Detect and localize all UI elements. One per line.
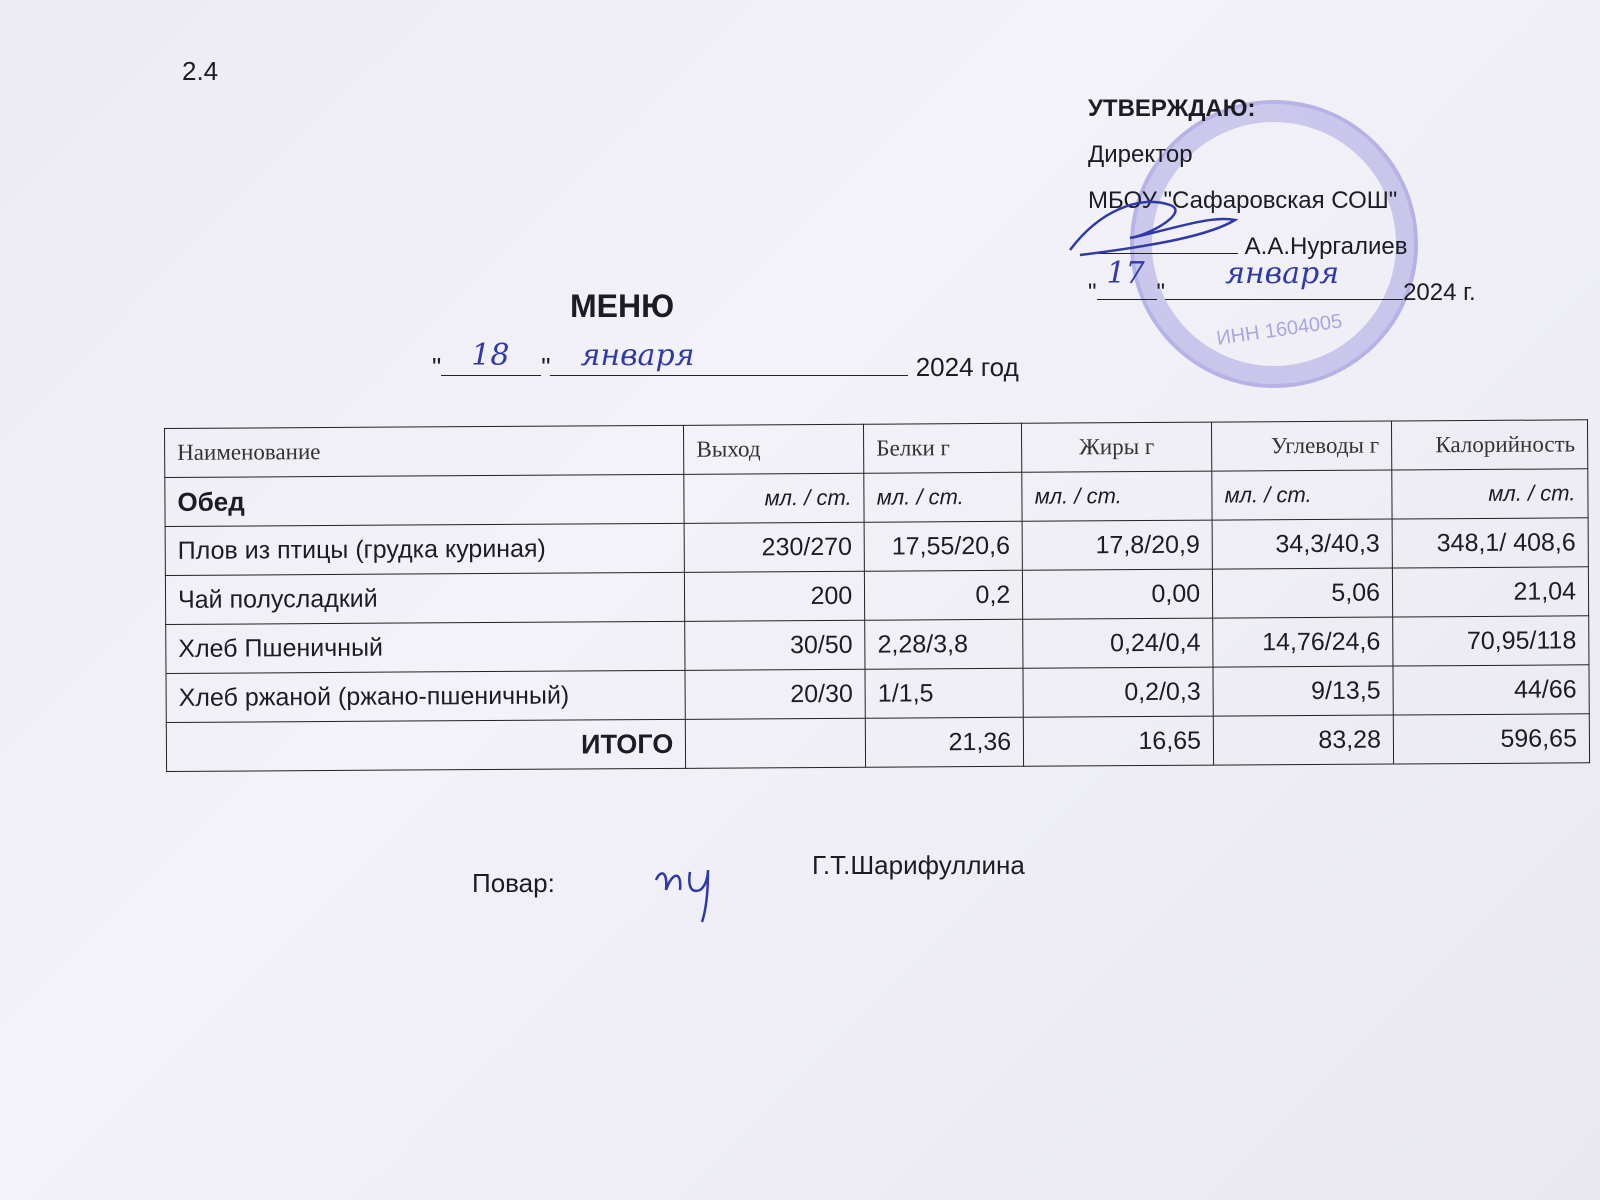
page-number: 2.4 bbox=[182, 56, 219, 86]
director-signature-icon bbox=[1060, 190, 1260, 280]
approval-year: 2024 г. bbox=[1403, 279, 1476, 306]
dish-name: Хлеб Пшеничный bbox=[166, 621, 686, 673]
dish-carbs: 9/13,5 bbox=[1213, 666, 1393, 716]
dish-protein: 0,2 bbox=[865, 570, 1023, 620]
total-protein: 21,36 bbox=[866, 717, 1024, 767]
table-row bbox=[165, 567, 1588, 625]
dish-kcal: 70,95/118 bbox=[1393, 616, 1589, 666]
header-name: Наименование bbox=[165, 425, 685, 477]
dish-protein: 17,55/20,6 bbox=[864, 521, 1022, 571]
total-kcal: 596,65 bbox=[1393, 714, 1589, 764]
menu-day: 18 bbox=[471, 338, 510, 373]
header-carbs: Углеводы г bbox=[1212, 421, 1392, 471]
total-carbs: 83,28 bbox=[1213, 715, 1393, 765]
dish-fat: 0,24/0,4 bbox=[1023, 618, 1213, 668]
dish-fat: 0,00 bbox=[1023, 569, 1213, 619]
menu-year: 2024 год bbox=[915, 352, 1019, 382]
menu-month: января bbox=[580, 338, 695, 373]
approval-position: Директор bbox=[1088, 141, 1193, 168]
header-kcal: Калорийность bbox=[1391, 420, 1587, 470]
dish-output: 30/50 bbox=[685, 620, 865, 670]
dish-kcal: 348,1/ 408,6 bbox=[1392, 518, 1588, 568]
dish-carbs: 34,3/40,3 bbox=[1212, 519, 1392, 569]
cook-signature-icon bbox=[650, 850, 730, 930]
stamp-inn-text: ИНН 1604005 bbox=[1215, 310, 1344, 350]
table-row bbox=[166, 616, 1589, 674]
unit-fat: мл. / ст. bbox=[1022, 471, 1212, 521]
dish-kcal: 44/66 bbox=[1393, 665, 1589, 715]
dish-output: 230/270 bbox=[684, 522, 864, 572]
cook-label: Повар: bbox=[472, 868, 555, 898]
section-label: Обед bbox=[165, 474, 685, 526]
dish-name: Хлеб ржаной (ржано-пшеничный) bbox=[166, 670, 686, 722]
menu-date-line: " 18 " января 2024 год bbox=[432, 338, 1019, 382]
dish-protein: 2,28/3,8 bbox=[865, 619, 1023, 669]
approval-day: 17 bbox=[1106, 256, 1145, 291]
approval-date-line: " 17 " января 2024 г. bbox=[1088, 270, 1476, 316]
table-total-row bbox=[166, 714, 1589, 772]
header-fat: Жиры г bbox=[1022, 422, 1212, 472]
director-name: А.А.Нургалиев bbox=[1244, 233, 1408, 260]
table-header-row bbox=[165, 420, 1588, 478]
menu-title: МЕНЮ bbox=[570, 288, 675, 324]
total-fat: 16,65 bbox=[1024, 716, 1214, 766]
approval-organization: МБОУ "Сафаровская СОШ" bbox=[1088, 187, 1398, 214]
dish-carbs: 5,06 bbox=[1212, 568, 1392, 618]
table-row bbox=[165, 518, 1588, 576]
dish-name: Чай полусладкий bbox=[165, 572, 685, 624]
approval-heading: УТВЕРЖДАЮ: bbox=[1088, 95, 1256, 122]
unit-protein: мл. / ст. bbox=[864, 472, 1022, 522]
table-row bbox=[166, 665, 1589, 723]
header-output: Выход bbox=[684, 424, 864, 474]
total-label: ИТОГО bbox=[166, 719, 686, 771]
unit-carbs: мл. / ст. bbox=[1212, 470, 1392, 520]
unit-kcal: мл. / ст. bbox=[1392, 469, 1588, 519]
dish-output: 20/30 bbox=[685, 669, 865, 719]
dish-carbs: 14,76/24,6 bbox=[1213, 617, 1393, 667]
menu-table bbox=[164, 419, 1590, 772]
approval-month: января bbox=[1225, 256, 1340, 291]
dish-fat: 0,2/0,3 bbox=[1023, 667, 1213, 717]
dish-output: 200 bbox=[685, 571, 865, 621]
dish-fat: 17,8/20,9 bbox=[1022, 520, 1212, 570]
unit-output: мл. / ст. bbox=[684, 473, 864, 523]
total-output bbox=[686, 718, 866, 768]
menu-day-blank bbox=[441, 338, 541, 376]
dish-kcal: 21,04 bbox=[1392, 567, 1588, 617]
cook-name: Г.Т.Шарифуллина bbox=[812, 850, 1025, 880]
dish-name: Плов из птицы (грудка куриная) bbox=[165, 523, 685, 575]
dish-protein: 1/1,5 bbox=[865, 668, 1023, 718]
table-section-row bbox=[165, 469, 1588, 527]
header-protein: Белки г bbox=[864, 423, 1022, 473]
